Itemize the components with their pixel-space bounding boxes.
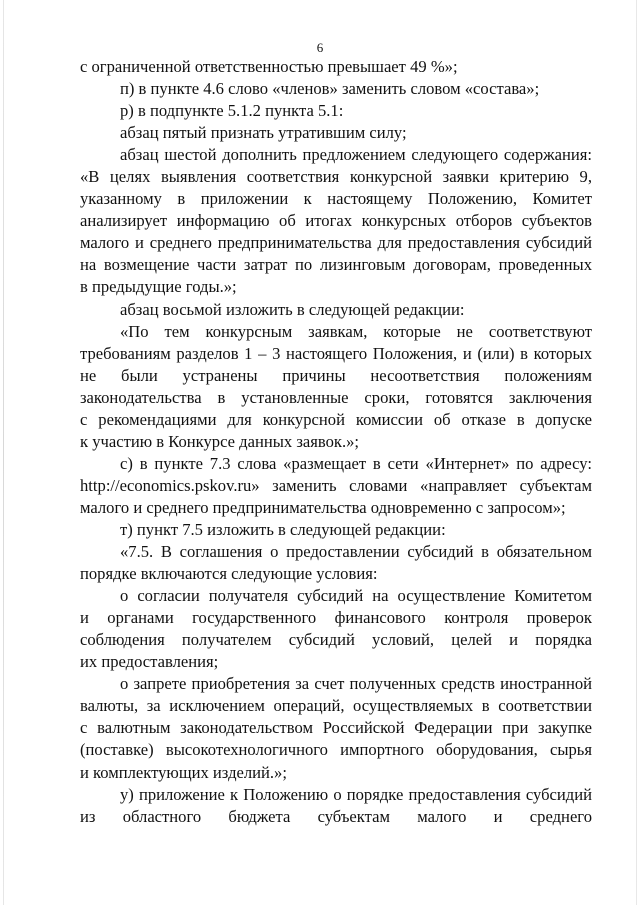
text-line: из областного бюджета субъектам малого и среднего (80, 806, 592, 826)
text-line: «По тем конкурсным заявкам, которые не соответствуют (120, 321, 592, 341)
text-line: и органами государственного финансового контроля проверок (80, 608, 592, 628)
text-line: с ограниченной ответственностью превышает 49 %»; (80, 57, 458, 76)
document-body (80, 56, 592, 828)
text-line: соблюдения получателем субсидий условий, целей и порядка (80, 630, 592, 650)
text-line: у) приложение к Положению о порядке предоставления субсидий (120, 784, 592, 804)
text-line: (поставке) высокотехнологичного импортного оборудования, сырья (80, 740, 592, 760)
text-line: т) пункт 7.5 изложить в следующей редакции: (120, 519, 446, 539)
text-line: к участию в Конкурсе данных заявок.»; (80, 431, 360, 451)
text-line: законодательства в установленные сроки, готовятся заключения (80, 387, 592, 407)
text-line: абзац восьмой изложить в следующей редакции: (120, 299, 465, 319)
text-line: абзац шестой дополнить предложением следующего содержания: (120, 145, 592, 165)
text-line: анализирует информацию об итогах конкурсных отборов субъектов (80, 211, 592, 231)
text-line: и комплектующих изделий.»; (80, 762, 287, 782)
text-line: на возмещение части затрат по лизинговым договорам, проведенных (80, 255, 592, 275)
text-line: http://economics.pskov.ru» заменить словами «направляет субъектам (80, 475, 592, 495)
text-line: о запрете приобретения за счет полученных средств иностранной (120, 674, 592, 694)
text-line: п) в пункте 4.6 слово «членов» заменить словом «состава»; (120, 79, 540, 99)
text-line: порядке включаются следующие условия: (80, 564, 378, 584)
text-line: в предыдущие годы.»; (80, 277, 237, 297)
text-line: р) в подпункте 5.1.2 пункта 5.1: (120, 101, 344, 121)
text-line: с рекомендациями для конкурсной комиссии об отказе в допуске (80, 409, 592, 429)
text-line: с) в пункте 7.3 слова «размещает в сети «Интернет» по адресу: (120, 453, 592, 473)
text-line: их предоставления; (80, 652, 219, 672)
text-line: малого и среднего предпринимательства для предоставления субсидий (80, 233, 592, 253)
scan-edge-right (636, 0, 637, 905)
text-line: с валютным законодательством Российской Федерации при закупке (80, 718, 592, 738)
text-line: о согласии получателя субсидий на осуществление Комитетом (120, 586, 592, 606)
text-line: малого и среднего предпринимательства одновременно с запросом»; (80, 497, 566, 517)
text-line: «7.5. В соглашения о предоставлении субсидий в обязательном (120, 542, 592, 562)
page-number: 6 (316, 40, 324, 55)
text-line: не были устранены причины несоответствия положениям (80, 365, 592, 385)
text-line: указанному в приложении к настоящему Положению, Комитет (80, 189, 592, 209)
text-line: абзац пятый признать утратившим силу; (120, 123, 407, 143)
text-line: валюты, за исключением операций, осуществляемых в соответствии (80, 696, 592, 716)
text-line: требованиям разделов 1 – 3 настоящего Положения, и (или) в которых (80, 343, 592, 363)
text-line: «В целях выявления соответствия конкурсной заявки критерию 9, (80, 167, 592, 187)
scan-edge-left (3, 0, 4, 905)
